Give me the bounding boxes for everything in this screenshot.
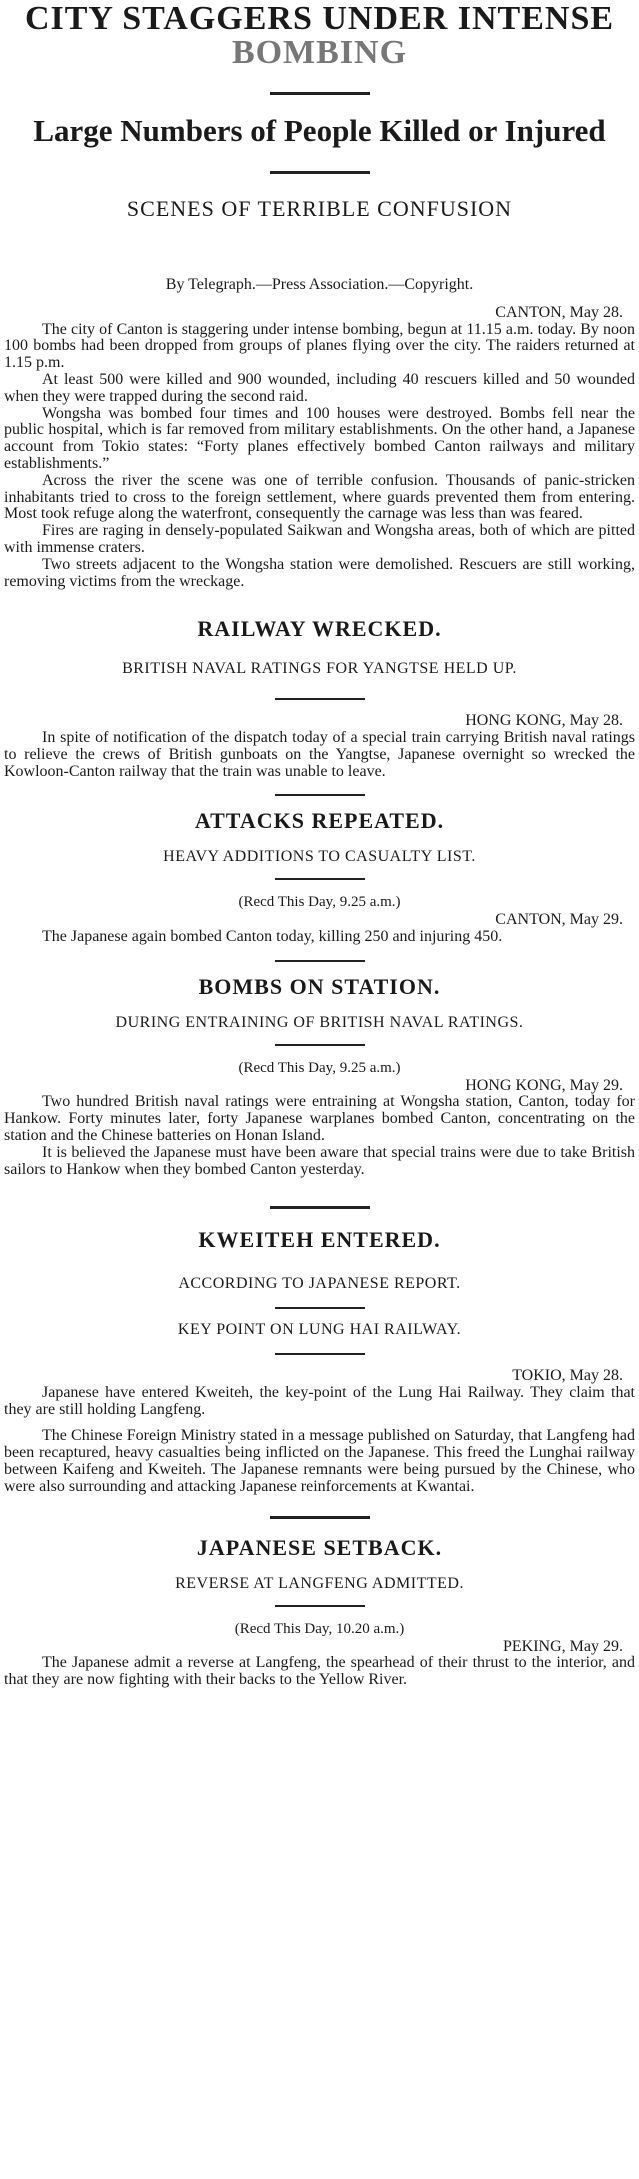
received-note: (Recd This Day, 10.20 a.m.) [234,1620,405,1637]
received-note: (Recd This Day, 9.25 a.m.) [238,1059,401,1076]
dateline-canton: CANTON, May 28. [495,304,623,321]
article-paragraph: The city of Canton is staggering under intense bombing, begun at 11.15 a.m. today. By noon 100 bombs had been dropped from groups of planes flying over the city. The raiders returned at 1.15 p.m. [4,320,635,372]
section-subheading: HEAVY ADDITIONS TO CASUALTY LIST. [163,848,476,866]
dateline-hong-kong: HONG KONG, May 29. [465,1076,623,1094]
article-paragraph: The Chinese Foreign Ministry stated in a message published on Saturday, that Langfeng had been recaptured, heavy casualties being inflicted on the Japanese. This freed the Lunghai railway between Kaifeng and Kweiteh. The Japanese remnants were being pursued by the Chinese, who were also surrounding and attacking Japanese reinforcements at Kwantai. [4,1427,635,1495]
divider [270,171,370,174]
divider [270,92,370,95]
section-subheading: BRITISH NAVAL RATINGS FOR YANGTSE HELD UP. [122,660,517,678]
dateline-peking: PEKING, May 29. [503,1637,623,1655]
article-paragraph: Wongsha was bombed four times and 100 houses were destroyed. Bombs fell near the public hospital, which is far removed from military establishments. On the other hand, a Japanese account from Tokio states: “Forty planes effectively bombed Canton railways and military establishments.” [4,404,635,472]
article-paragraph: In spite of notification of the dispatch today of a special train carrying British naval ratings to relieve the crews of British gunboats on the Yangtse, Japanese overnight so wrecked the Kowloon-Canton railway that the train was unable to leave. [4,728,635,780]
divider [270,1206,370,1209]
section-heading-setback: JAPANESE SETBACK. [196,1534,443,1560]
newspaper-column [0,2,639,2179]
article-paragraph: Two hundred British naval ratings were entraining at Wongsha station, Canton, today for Hankow. Forty minutes later, forty Japanese warplanes bombed Canton, concentrating on the station and the Chinese batteries on Honan Island. [4,1093,635,1144]
article-paragraph: Japanese have entered Kweiteh, the key-point of the Lung Hai Railway. They claim that they are still holding Langfeng. [4,1383,635,1418]
article-paragraph: Two streets adjacent to the Wongsha station were demolished. Rescuers are still working, removing victims from the wreckage. [4,555,635,590]
divider [275,878,365,880]
divider [275,1353,365,1355]
article-paragraph: The Japanese admit a reverse at Langfeng, the spearhead of their thrust to the interior, and that they are now fighting with their backs to the Yellow River. [4,1654,635,1689]
dateline-tokio: TOKIO, May 28. [512,1367,623,1385]
divider [275,960,365,962]
scenes-heading: SCENES OF TERRIBLE CONFUSION [126,196,513,221]
divider [275,1605,365,1607]
section-subheading: ACCORDING TO JAPANESE REPORT. [178,1275,461,1293]
divider [275,1307,365,1309]
divider [275,698,365,700]
received-note: (Recd This Day, 9.25 a.m.) [238,894,401,911]
divider [270,1516,370,1519]
divider [275,794,365,796]
divider [275,1044,365,1046]
byline: By Telegraph.—Press Association.—Copyright. [165,276,474,293]
section-heading-kweiteh: KWEITEH ENTERED. [198,1227,441,1253]
article-paragraph: The Japanese again bombed Canton today, killing 250 and injuring 450. [42,927,503,945]
headline-line-1: CITY STAGGERS UNDER INTENSE [24,0,615,37]
section-heading-railway: RAILWAY WRECKED. [197,616,442,642]
section-subheading: KEY POINT ON LUNG HAI RAILWAY. [177,1321,462,1339]
article-paragraph: Across the river the scene was one of terrible confusion. Thousands of panic-stricken inhabitants tried to cross to the foreign settlement, where guards prevented them from entering. Most took refuge along the waterfront, consequently the carnage was less than was feared. [4,471,635,523]
dateline-hong-kong: HONG KONG, May 28. [465,712,623,730]
subheadline: Large Numbers of People Killed or Injured [33,113,606,148]
section-heading-attacks: ATTACKS REPEATED. [194,808,445,834]
section-heading-bombs: BOMBS ON STATION. [198,973,441,999]
article-paragraph: Fires are raging in densely-populated Saikwan and Wongsha areas, both of which are pitted with immense craters. [4,522,635,556]
article-paragraph: At least 500 were killed and 900 wounded, including 40 rescuers killed and 50 wounded when they were trapped during the second raid. [4,370,635,405]
section-subheading: REVERSE AT LANGFENG ADMITTED. [175,1574,464,1592]
headline-line-2: BOMBING [231,34,408,71]
dateline-canton: CANTON, May 29. [495,911,623,929]
article-paragraph: It is believed the Japanese must have been aware that special trains were due to take British sailors to Hankow when they bombed Canton yesterday. [4,1143,635,1178]
section-subheading: DURING ENTRAINING OF BRITISH NAVAL RATINGS. [115,1013,524,1031]
